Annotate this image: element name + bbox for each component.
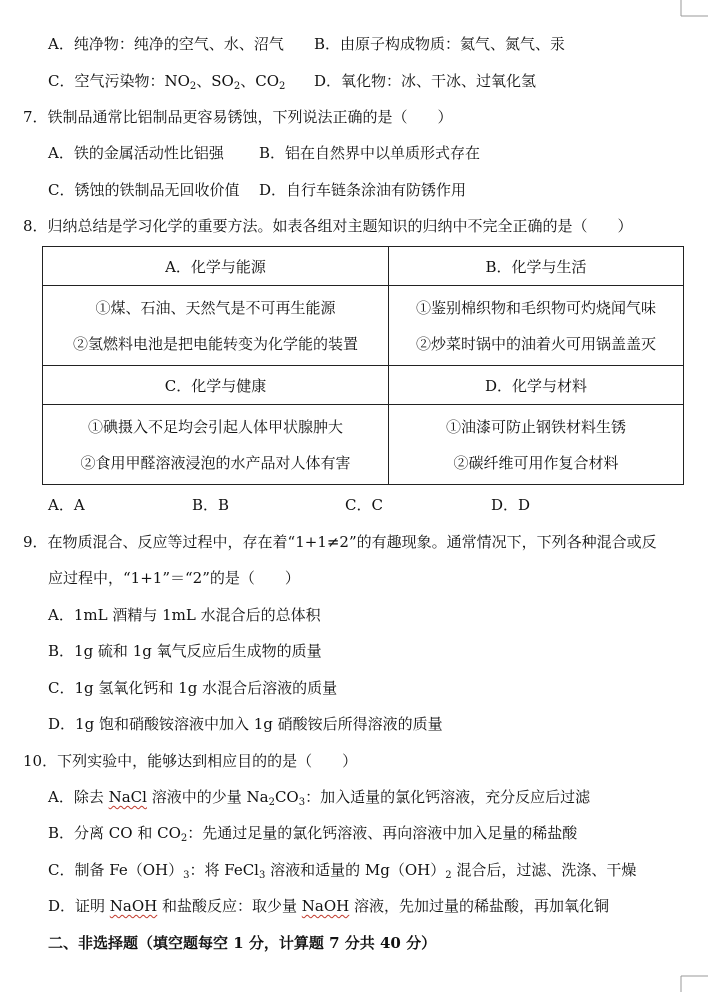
q10-a-pre: A．除去 <box>48 788 109 806</box>
q10-b-post: ：先通过足量的氯化钙溶液、再向溶液中加入足量的稀盐酸 <box>187 824 578 842</box>
table-a-item-2: ②氢燃料电池是把电能转变为化学能的装置 <box>72 334 358 353</box>
q8-knowledge-table <box>42 246 684 485</box>
q10-c-sub2: 3 <box>258 870 266 881</box>
table-cell-d-body <box>389 405 684 485</box>
q10-c-mid: ：将 FeCl <box>189 861 259 879</box>
q6-option-d[interactable]: D．氧化物：冰、干冰、过氧化氢 <box>314 72 537 90</box>
table-cell-b-body <box>389 286 684 366</box>
q6-c-sub2: 2 <box>233 81 241 92</box>
q10-a-sub1: 2 <box>268 797 275 808</box>
q10-d-naoh2: NaOH <box>301 897 350 915</box>
q10-d-naoh1: NaOH <box>109 897 158 915</box>
q10-option-b[interactable] <box>48 823 577 843</box>
q6-c-prefix: C．空气污染物：NO <box>48 72 190 90</box>
q8-stem: 8．归纳总结是学习化学的重要方法。如表各组对主题知识的归纳中不完全正确的是（ ） <box>23 217 633 235</box>
table-c-item-1: ①碘摄入不足均会引起人体甲状腺肿大 <box>87 417 343 436</box>
crop-mark-top-right <box>680 0 708 18</box>
table-cell-c-title: C．化学与健康 <box>43 366 389 405</box>
q6-option-a[interactable]: A．纯净物：纯净的空气、水、沼气 <box>48 35 284 53</box>
q6-c-sub1: 2 <box>189 81 197 92</box>
q7-stem: 7．铁制品通常比铝制品更容易锈蚀，下列说法正确的是（ ） <box>23 108 453 126</box>
q10-c-mid2: 溶液和适量的 Mg（OH） <box>265 861 446 879</box>
q10-stem: 10．下列实验中，能够达到相应目的的是（ ） <box>23 752 358 770</box>
table-cell-a-title: A．化学与能源 <box>43 247 389 286</box>
q10-option-c[interactable] <box>48 860 636 880</box>
q8-option-d[interactable]: D．D <box>491 496 531 514</box>
q10-a-nacl: NaCl <box>108 788 147 806</box>
q10-c-sub3: 2 <box>445 870 452 881</box>
q10-c-post: 混合后，过滤、洗涤、干燥 <box>451 861 637 879</box>
q10-d-mid: 和盐酸反应：取少量 <box>157 897 302 915</box>
table-d-item-2: ②碳纤维可用作复合材料 <box>453 453 619 472</box>
q10-b-pre: B．分离 CO 和 CO <box>48 824 181 842</box>
q7-option-c[interactable]: C．锈蚀的铁制品无回收价值 <box>48 181 240 199</box>
table-cell-d-title: D．化学与材料 <box>389 366 684 405</box>
q9-option-d[interactable]: D．1g 饱和硝酸铵溶液中加入 1g 硝酸铵后所得溶液的质量 <box>48 715 443 733</box>
q9-option-c[interactable]: C．1g 氢氧化钙和 1g 水混合后溶液的质量 <box>48 679 338 697</box>
q6-c-mid1: 、SO <box>196 72 234 90</box>
q10-c-pre: C．制备 Fe（OH） <box>48 861 184 879</box>
q7-option-b[interactable]: B．铝在自然界中以单质形式存在 <box>259 144 481 162</box>
q9-option-a[interactable]: A．1mL 酒精与 1mL 水混合后的总体积 <box>48 606 321 624</box>
table-cell-a-body <box>43 286 389 366</box>
table-cell-c-body <box>43 405 389 485</box>
q9-stem-line1: 9．在物质混合、反应等过程中，存在着“1+1≠2”的有趣现象。通常情况下，下列各种混合或反 <box>23 533 657 551</box>
q10-a-post: ：加入适量的氯化钙溶液，充分反应后过滤 <box>305 788 591 806</box>
q6-c-mid2: 、CO <box>240 72 280 90</box>
q8-option-c[interactable]: C．C <box>345 496 383 514</box>
crop-mark-bottom-right <box>680 974 708 992</box>
q7-option-d[interactable]: D．自行车链条涂油有防锈作用 <box>259 181 467 199</box>
table-b-item-1: ①鉴别棉织物和毛织物可灼烧闻气味 <box>415 298 656 317</box>
table-b-item-2: ②炒菜时锅中的油着火可用锅盖盖灭 <box>415 334 656 353</box>
q6-option-c[interactable] <box>48 71 285 91</box>
q6-c-sub3: 2 <box>279 81 286 92</box>
q9-option-b[interactable]: B．1g 硫和 1g 氧气反应后生成物的质量 <box>48 642 322 660</box>
table-c-item-2: ②食用甲醛溶液浸泡的水产品对人体有害 <box>80 453 351 472</box>
q9-stem-line2: 应过程中，“1+1”＝“2”的是（ ） <box>48 569 300 587</box>
table-cell-b-title: B．化学与生活 <box>389 247 684 286</box>
q10-a-co: CO <box>274 788 299 806</box>
q7-option-a[interactable]: A．铁的金属活动性比铝强 <box>48 144 224 162</box>
q10-option-d[interactable] <box>48 896 609 916</box>
q10-c-sub1: 3 <box>183 870 190 881</box>
q8-option-b[interactable]: B．B <box>192 496 230 514</box>
q10-d-post: 溶液，先加过量的稀盐酸，再加氧化铜 <box>349 897 610 915</box>
q10-d-pre: D．证明 <box>48 897 110 915</box>
q8-option-a[interactable]: A．A <box>48 496 85 514</box>
q10-a-mid: 溶液中的少量 Na <box>146 788 269 806</box>
section-2-heading: 二、非选择题（填空题每空 1 分，计算题 7 分共 40 分） <box>48 934 437 952</box>
q10-option-a[interactable] <box>48 787 590 807</box>
table-d-item-1: ①油漆可防止钢铁材料生锈 <box>445 417 626 436</box>
table-a-item-1: ①煤、石油、天然气是不可再生能源 <box>95 298 336 317</box>
q10-b-sub: 2 <box>180 833 188 844</box>
q10-a-sub2: 3 <box>298 797 306 808</box>
q6-option-b[interactable]: B．由原子构成物质：氦气、氮气、汞 <box>314 35 566 53</box>
